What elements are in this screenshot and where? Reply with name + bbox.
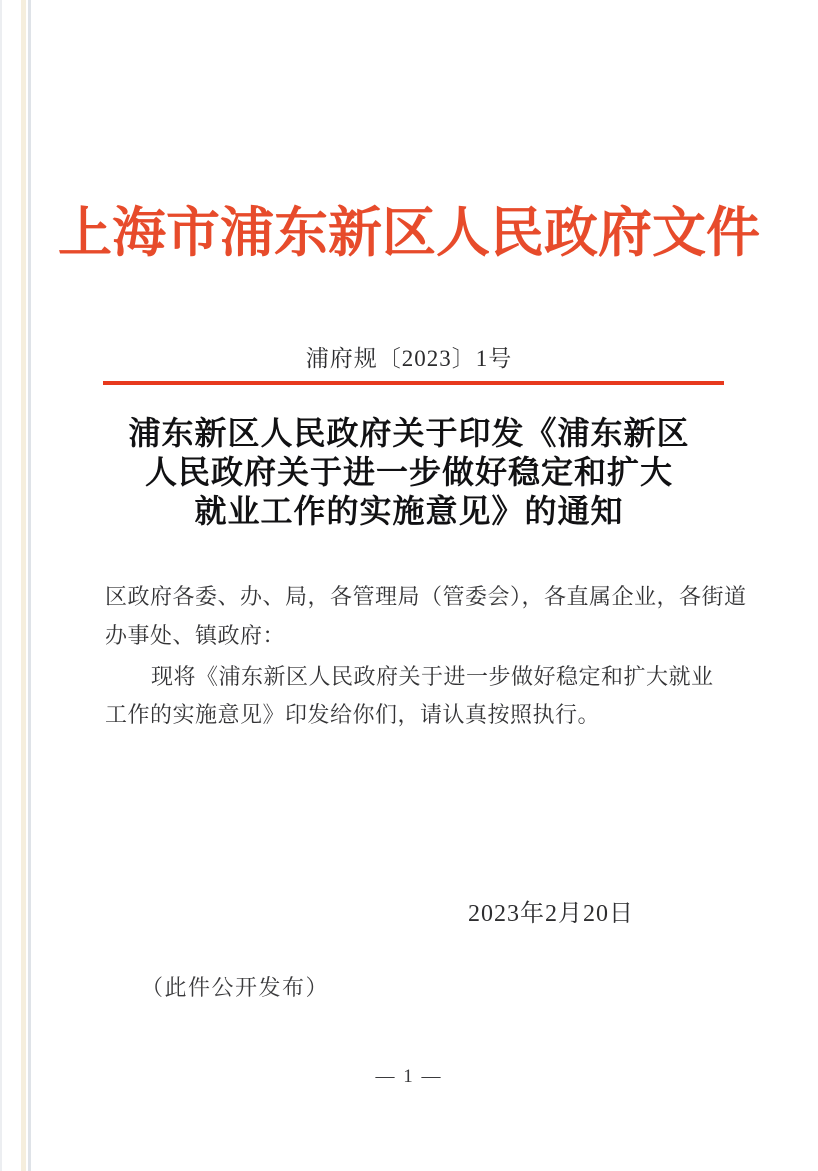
page-number: — 1 — (375, 1066, 443, 1087)
red-separator-rule (103, 381, 724, 385)
document-title (0, 414, 818, 531)
salutation-line: 区政府各委、办、局，各管理局（管委会），各直属企业，各街道 (105, 584, 747, 609)
scan-edge-artifact (28, 0, 31, 1171)
body-paragraph-line: 现将《浦东新区人民政府关于进一步做好稳定和扩大就业 (151, 664, 714, 689)
document-title-line: 人民政府关于进一步做好稳定和扩大 (144, 454, 673, 490)
body-paragraph-line: 工作的实施意见》印发给你们，请认真按照执行。 (105, 702, 601, 727)
document-title-line: 就业工作的实施意见》的通知 (194, 493, 624, 529)
scan-edge-artifact (0, 0, 2, 1171)
document-date: 2023年2月20日 (468, 901, 634, 927)
red-letterhead-title: 上海市浦东新区人民政府文件 (58, 203, 760, 263)
salutation-line: 办事处、镇政府： (105, 623, 286, 648)
document-title-line: 浦东新区人民政府关于印发《浦东新区 (128, 415, 690, 451)
scan-edge-artifact (21, 0, 26, 1171)
document-number: 浦府规〔2023〕1号 (305, 346, 513, 371)
public-release-note: （此件公开发布） (141, 975, 330, 1000)
